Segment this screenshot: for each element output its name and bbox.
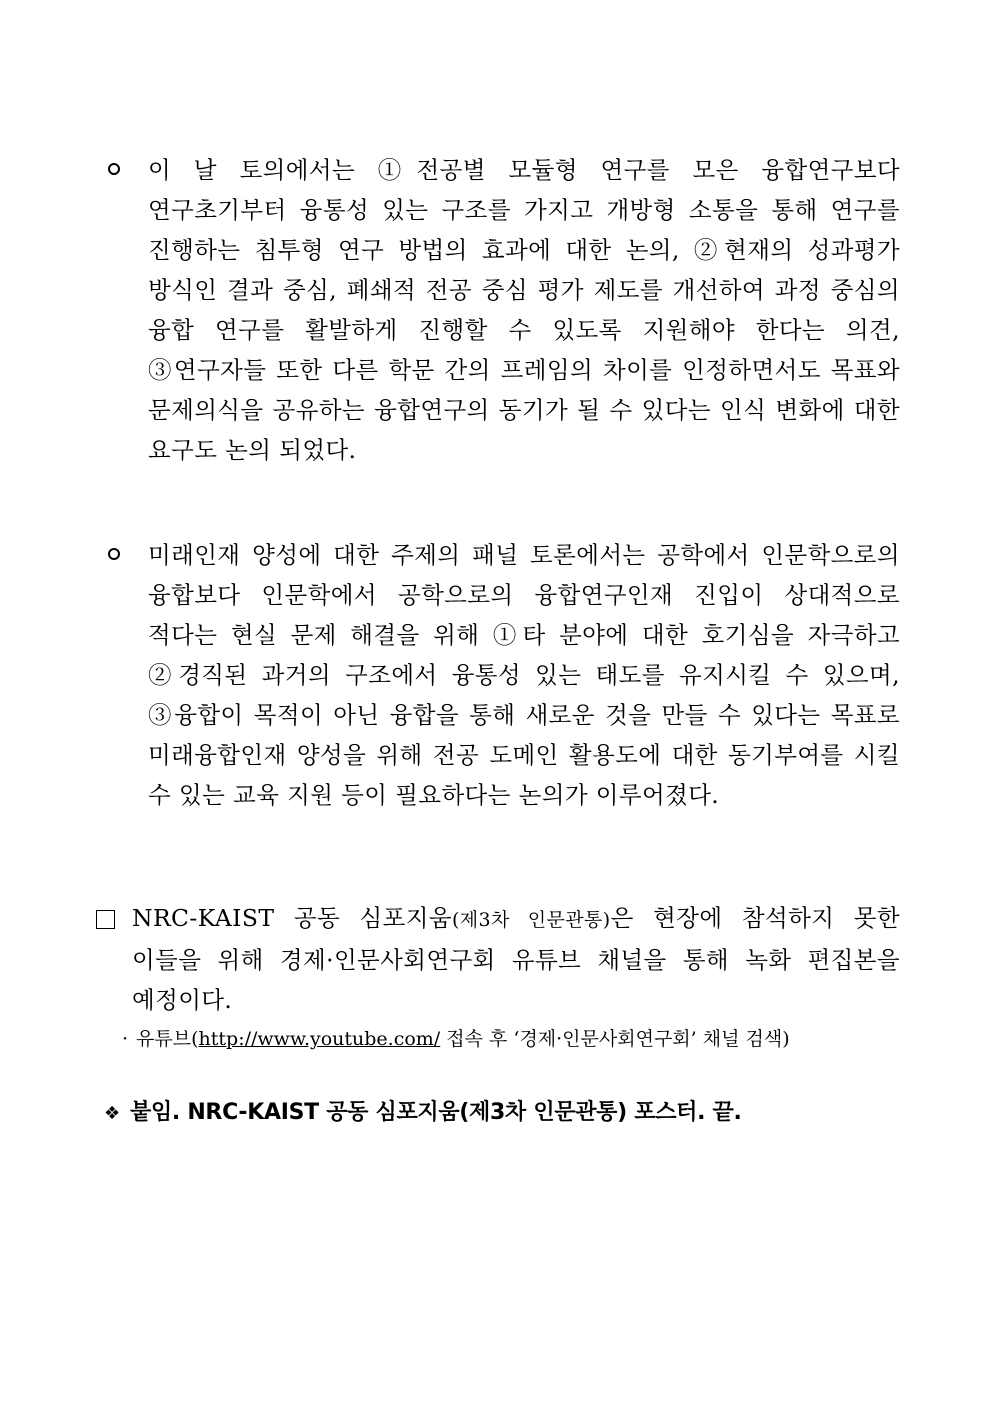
youtube-link[interactable]: http://www.youtube.com/ (198, 1028, 441, 1050)
attachment-line (104, 1096, 904, 1131)
paragraph-panel-discussion (104, 535, 900, 815)
paragraph-recording-notice (94, 898, 900, 1020)
paragraph-discussion (104, 150, 900, 470)
circle-bullet-icon (108, 548, 120, 560)
square-bullet-icon (96, 910, 115, 929)
paragraph-text: 미래인재 양성에 대한 주제의 패널 토론에서는 공학에서 인문학으로의 융합보다 인문학에서 공학으로의 융합연구인재 진입이 상대적으로 적다는 현실 문제 해결을 위해 ①타 분야에 대한 호기심을 자극하고 ②경직된 과거의 구조에서 융통성 있는 태도를 유지시킬 수 있으며, ③융합이 목적이 아닌 융합을 통해 새로운 것을 만들 수 있다는 목표로 미래융합인재 양성을 위해 전공 도메인 활용도에 대한 동기부여를 시킬 수 있는 교육 지원 등이 필요하다는 논의가 이루어졌다. (148, 541, 900, 809)
notice-text (132, 898, 900, 1020)
diamond-bullet-icon: ❖ (104, 1103, 120, 1124)
note-suffix: 접속 후 ‘경제·인문사회연구회’ 채널 검색) (440, 1028, 790, 1050)
notice-text-before: NRC-KAIST 공동 심포지움 (132, 904, 452, 932)
paragraph-text: 이 날 토의에서는 ①전공별 모듈형 연구를 모은 융합연구보다 연구초기부터 융통성 있는 구조를 가지고 개방형 소통을 통해 연구를 진행하는 침투형 연구 방법의 효과에 대한 논의, ②현재의 성과평가 방식인 결과 중심, 폐쇄적 전공 중심 평가 제도를 개선하여 과정 중심의 융합 연구를 활발하게 진행할 수 있도록 지원해야 한다는 의견, ③연구자들 또한 다른 학문 간의 프레임의 차이를 인정하면서도 목표와 문제의식을 공유하는 융합연구의 동기가 될 수 있다는 인식 변화에 대한 요구도 논의 되었다. (148, 156, 900, 464)
notice-text-after: 은 현장에 참석하지 못한 이들을 위해 경제·인문사회연구회 유튜브 채널을 통해 녹화 편집본을 예정이다. (132, 904, 900, 1014)
youtube-note (122, 1024, 902, 1054)
note-prefix: 유튜브( (136, 1028, 199, 1050)
circle-bullet-icon (108, 163, 120, 175)
attachment-text: 붙임. NRC-KAIST 공동 심포지움(제3차 인문관통) 포스터. 끝. (130, 1100, 742, 1125)
note-dot: · (122, 1028, 129, 1050)
notice-text-small: (제3차 인문관통) (451, 909, 611, 931)
